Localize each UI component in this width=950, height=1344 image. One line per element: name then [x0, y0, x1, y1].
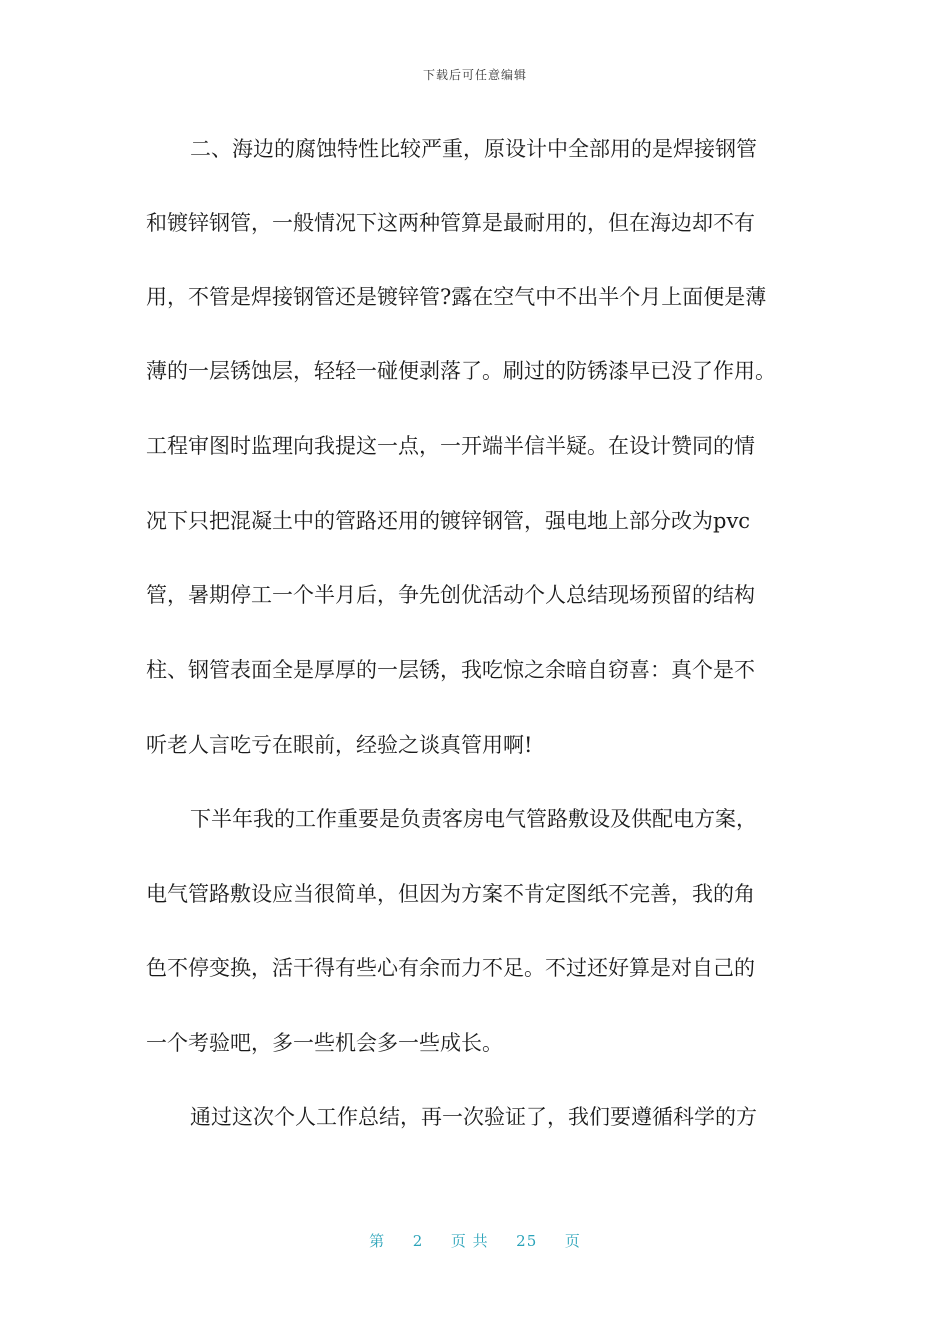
- footer-suffix: 页: [564, 1232, 581, 1250]
- text-line: 听老人言吃亏在眼前，经验之谈真管用啊!: [146, 733, 533, 757]
- footer-prefix: 第: [369, 1232, 386, 1250]
- page-footer: [0, 1230, 950, 1251]
- text-line: 用，不管是焊接钢管还是镀锌管?露在空气中不出半个月上面便是薄: [146, 285, 767, 309]
- text-line: 一个考验吧，多一些机会多一些成长。: [146, 1031, 503, 1055]
- text-line: 管，暑期停工一个半月后，争先创优活动个人总结现场预留的结构: [146, 583, 755, 607]
- total-pages-number: 25: [516, 1232, 538, 1250]
- footer-middle: 页 共: [450, 1232, 489, 1250]
- text-line: 色不停变换，活干得有些心有余而力不足。不过还好算是对自己的: [146, 956, 755, 980]
- current-page-number: 2: [412, 1232, 424, 1250]
- text-line: 薄的一层锈蚀层，轻轻一碰便剥落了。刷过的防锈漆早已没了作用。: [146, 359, 776, 383]
- text-line: 二、海边的腐蚀特性比较严重，原设计中全部用的是焊接钢管: [190, 137, 757, 161]
- text-line: 下半年我的工作重要是负责客房电气管路敷设及供配电方案，: [190, 807, 757, 831]
- text-line: 况下只把混凝土中的管路还用的镀锌钢管，强电地上部分改为pvc: [146, 509, 751, 533]
- header-note: 下载后可任意编辑: [422, 68, 527, 82]
- text-line: 通过这次个人工作总结，再一次验证了，我们要遵循科学的方: [190, 1105, 757, 1129]
- text-line: 工程审图时监理向我提这一点，一开端半信半疑。在设计赞同的情: [146, 434, 755, 458]
- text-line: 电气管路敷设应当很简单，但因为方案不肯定图纸不完善，我的角: [146, 882, 755, 906]
- text-line: 和镀锌钢管，一般情况下这两种管算是最耐用的，但在海边却不有: [146, 211, 755, 235]
- text-line: 柱、钢管表面全是厚厚的一层锈，我吃惊之余暗自窃喜：真个是不: [146, 658, 755, 682]
